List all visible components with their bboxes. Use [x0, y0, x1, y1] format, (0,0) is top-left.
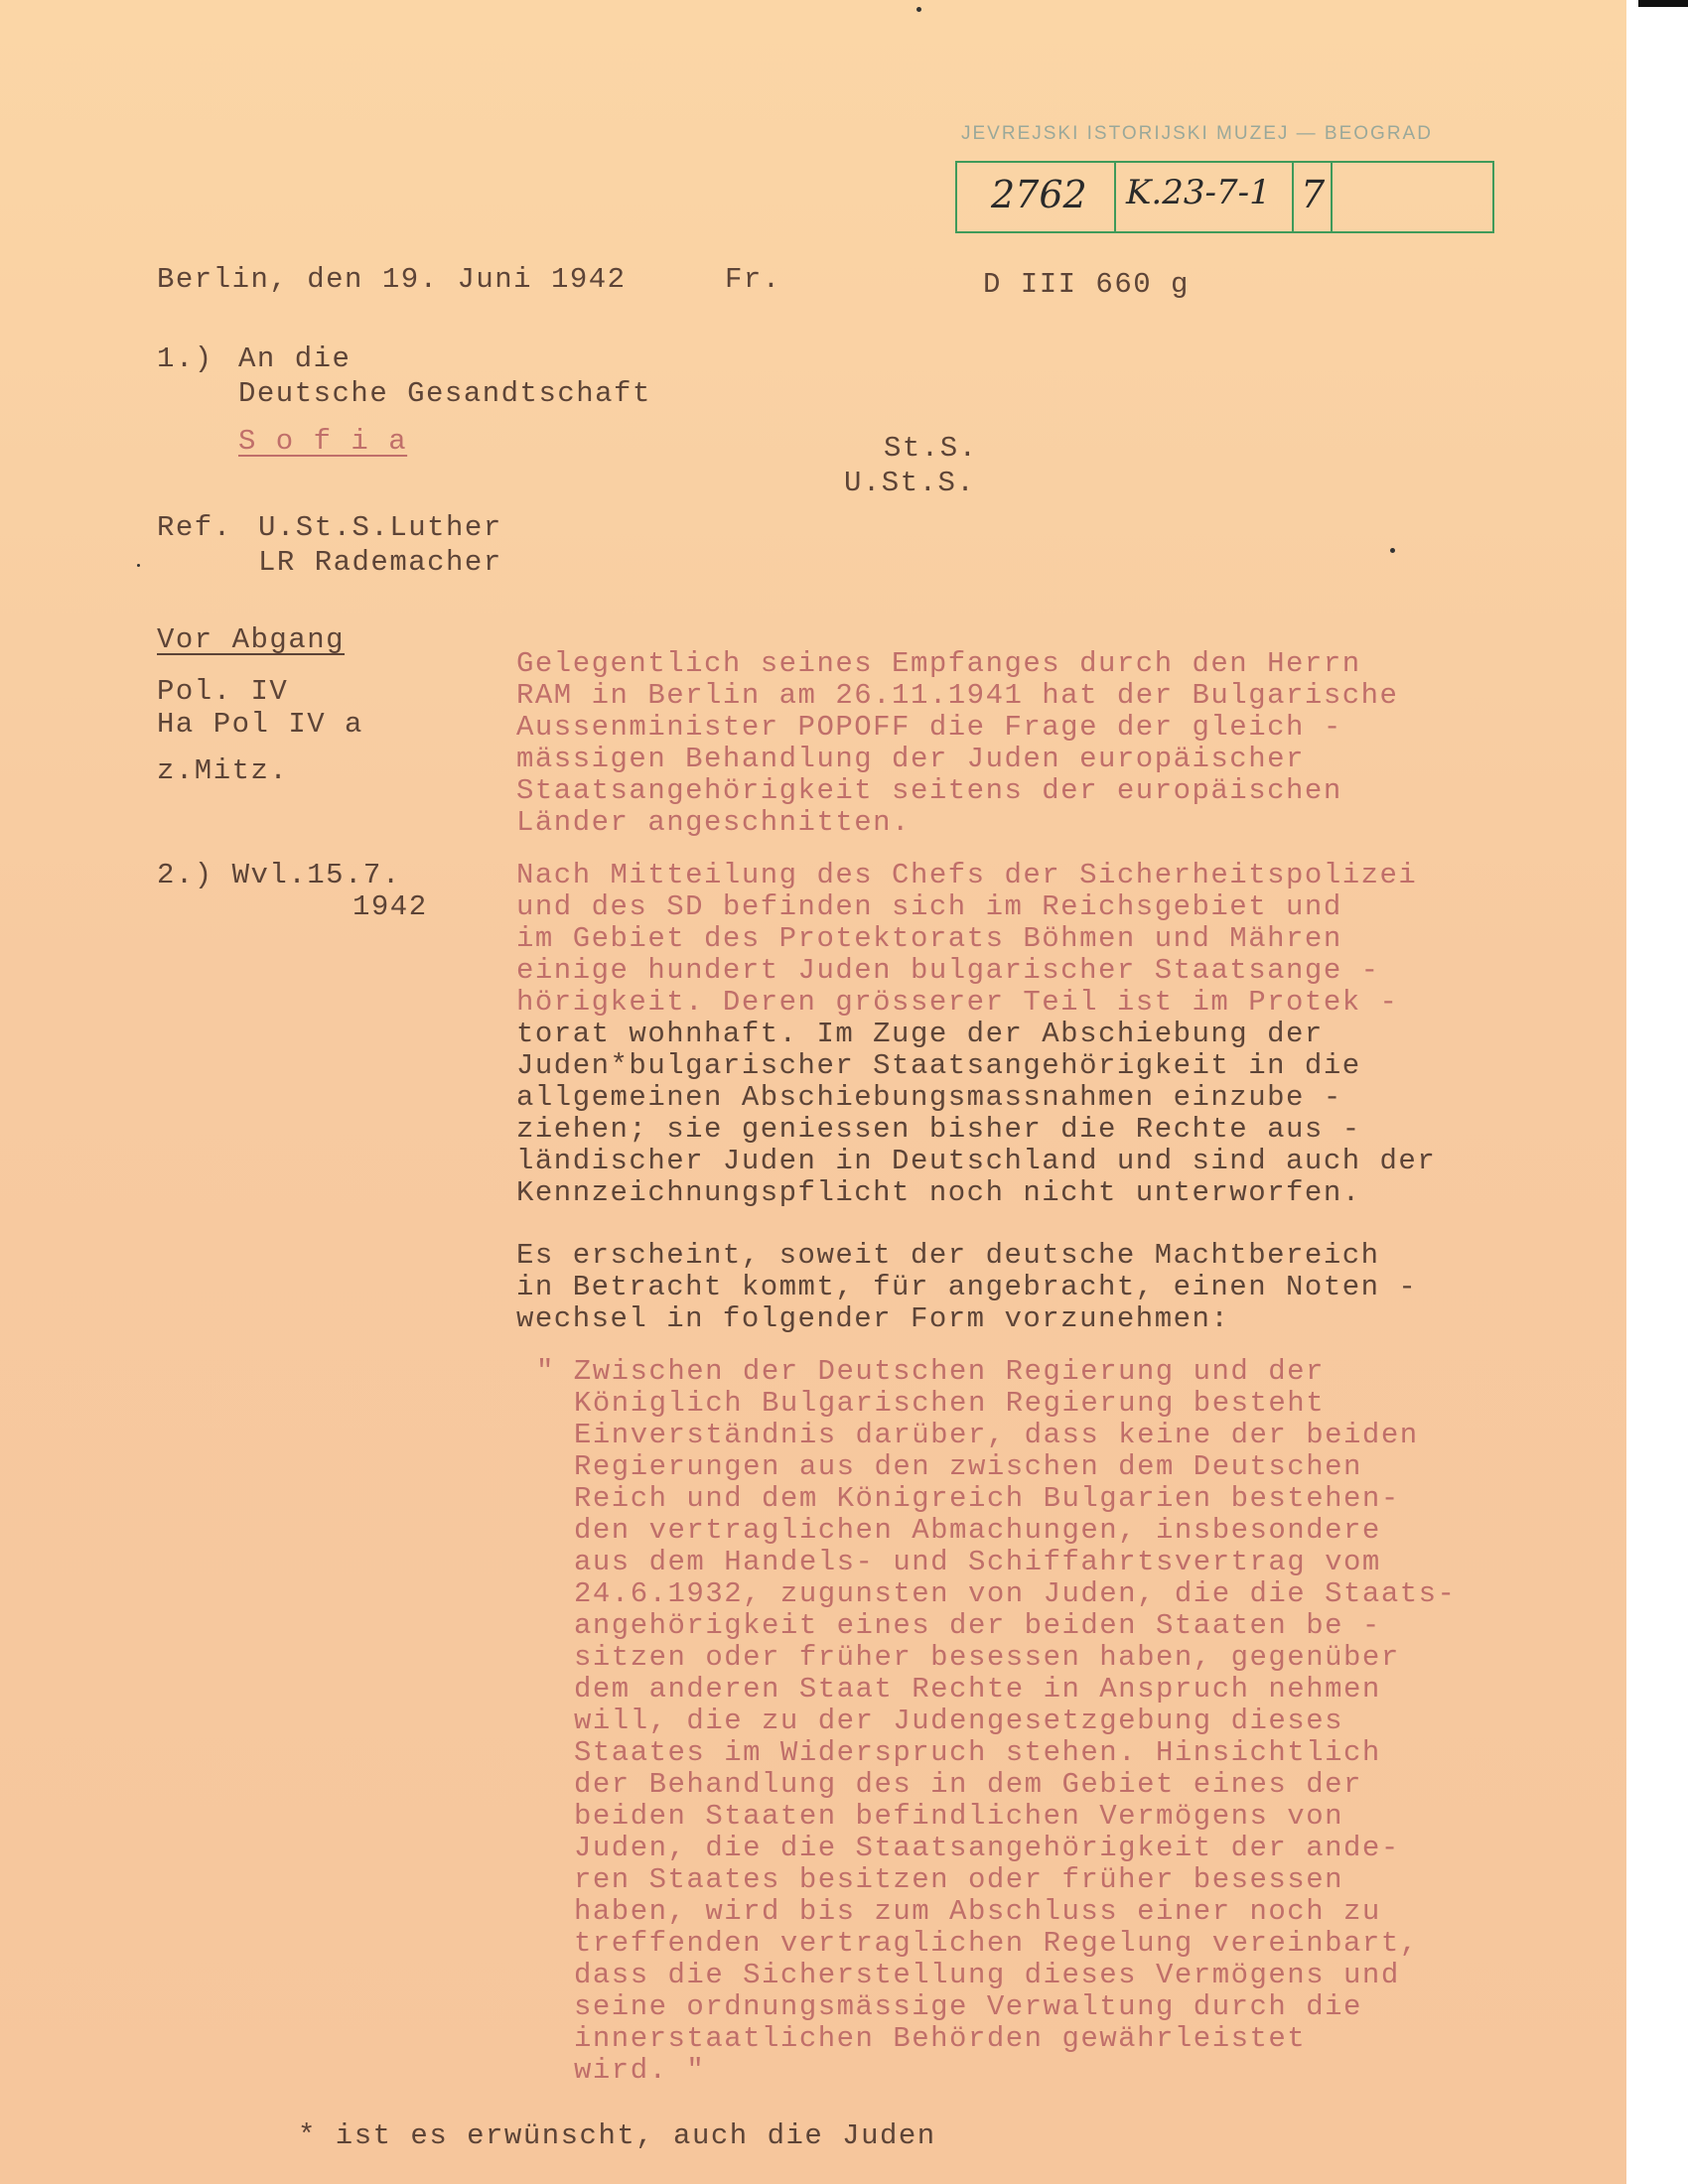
note-pol-iv: Pol. IV: [157, 675, 289, 708]
routing-sts: St.S.: [884, 432, 978, 465]
routing-ussts: U.St.S.: [844, 467, 976, 499]
scan-edge-mark: [1638, 0, 1688, 7]
speck-dot: [1390, 548, 1395, 553]
speck-dot: [137, 564, 140, 567]
speck-dot: [916, 7, 921, 12]
note-wvl: 2.) Wvl.15.7.: [157, 859, 401, 891]
document-page: JEVREJSKI ISTORIJSKI MUZEJ — BEOGRAD 2762 K.23-7-1 7 Berlin, den 19. Juni 1942 Fr. D III 660 g 1.) An die Deutsche Gesandtschaft S o f i a St.S. U.St.S. Ref. U.St.S.Luther LR Rademacher Vor Abgang Pol. IV Ha Pol IV a z.Mitz. 2.) Wvl.15.7. 1942 Gelegentlich seines Empfanges durch den Herrn RAM in Berlin am 26.11.1941 hat der Bulgarische Aussenminister POPOFF die Frage der gleich - mässigen Behandlung der Juden europäischer Staatsangehörigkeit seitens der europäischen Länder angeschnitten. Nach Mitteilung des Chefs der Sicherheitspolizei und des SD befinden sich im Reichsgebiet und im Gebiet des Protektorats Böhmen und Mähren einige hundert Juden bulgarischer Staatsange - hörigkeit. Deren grösserer Teil ist im Protek - torat wohnhaft. Im Zuge der Abschiebung der Juden*bulgarischer Staatsangehörigkeit in die allgemeinen Abschiebungsmassnahmen einzube - ziehen; sie geniessen bisher die Rechte aus - ländischer Juden in Deutschland und sind auch der Kennzeichnungspflicht noch nicht unterworfen. Es erscheint, soweit der deutsche Machtbereich in Betracht kommt, für angebracht, einen Noten - wechsel in folgender Form vorzunehmen: " Zwischen der Deutschen Regierung und der Königlich Bulgarischen Regierung besteht Einverständnis darüber, dass keine der beiden Regierungen aus den zwischen dem Deutschen Reich und dem Königreich Bulgarien bestehen- den vertraglichen Abmachungen, insbesondere aus dem Handels- und Schiffahrtsvertrag vom 24.6.1932, zugunsten von Juden, die die Staats- angehörigkeit eines der beiden Staaten be - sitzen oder früher besessen haben, gegenüber dem anderen Staat Rechte in Anspruch nehmen will, die zu der Judengesetzgebung dieses Staates im Widerspruch stehen. Hinsichtlich der Behandlung des in dem Gebiet eines der beiden Staaten befindlichen Vermögens von Juden, die die Staatsangehörigkeit der ande- ren Staates besitzen oder früher besessen haben, wird bis zum Abschluss einer noch zu treffenden vertraglichen Regelung vereinbart, dass die Sicherstellung dieses Vermögens und seine ordnungsmässige Verwaltung durch die innerstaatlichen Behörden gewährleistet wird. " * ist es erwünscht, auch die Juden: [0, 0, 1626, 2184]
note-wvl-year: 1942: [352, 890, 428, 923]
recipient-city: S o f i a: [238, 425, 408, 458]
recipient-line2: Deutsche Gesandtschaft: [238, 377, 651, 410]
file-reference: D III 660 g: [983, 268, 1190, 301]
note-ha-pol-iv-a: Ha Pol IV a: [157, 708, 363, 741]
stamp-cell-inventory: 2762: [991, 173, 1087, 216]
stamp-cell-signature: K.23-7-1: [1126, 173, 1271, 212]
footnote: * ist es erwünscht, auch die Juden: [298, 2119, 936, 2152]
note-vor-abgang: Vor Abgang: [157, 623, 346, 656]
ref-label: Ref.: [157, 511, 232, 544]
typist-initials: Fr.: [725, 263, 781, 296]
archive-stamp-box: [955, 161, 1494, 233]
ref-line2: LR Rademacher: [258, 546, 502, 579]
ref-line1: U.St.S.Luther: [258, 511, 502, 544]
archive-stamp-title: JEVREJSKI ISTORIJSKI MUZEJ — BEOGRAD: [961, 123, 1433, 144]
recipient-line1: An die: [238, 342, 352, 375]
note-z-mitz: z.Mitz.: [157, 754, 289, 787]
stamp-cell-number: 7: [1301, 173, 1326, 216]
place-date: Berlin, den 19. Juni 1942: [157, 263, 627, 296]
recipient-number: 1.): [157, 342, 213, 375]
